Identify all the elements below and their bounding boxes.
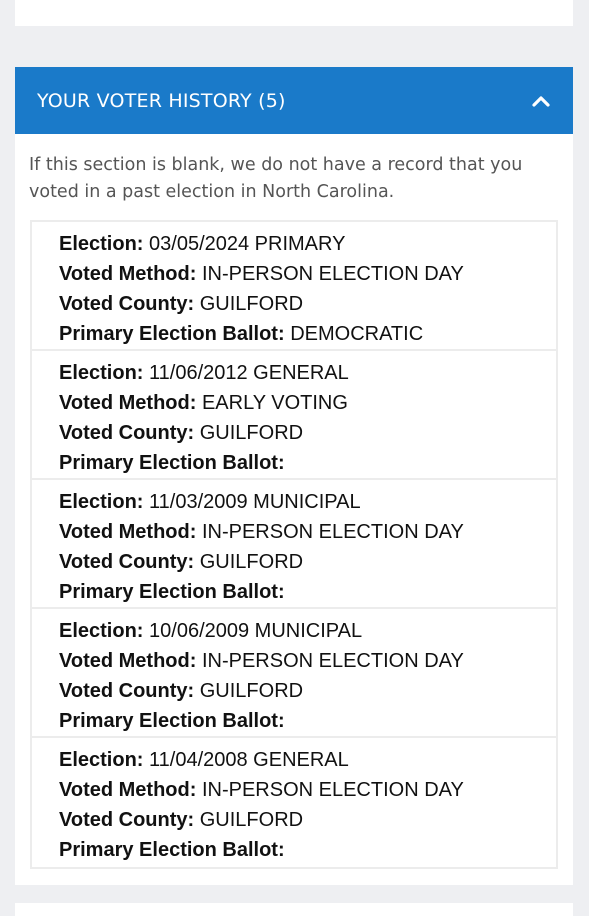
primary-ballot-label: Primary Election Ballot:: [59, 839, 285, 861]
voted-county-label: Voted County:: [59, 809, 195, 831]
history-record: [32, 609, 556, 738]
section-intro-text: If this section is blank, we do not have a record that you voted in a past election in North Carolina.: [29, 155, 523, 202]
history-record: [32, 351, 556, 480]
voted-method-row: [59, 259, 556, 289]
election-label: Election:: [59, 491, 144, 513]
primary-ballot-label: Primary Election Ballot:: [59, 710, 285, 732]
election-label: Election:: [59, 362, 144, 384]
voted-county-value: GUILFORD: [199, 293, 304, 315]
voted-method-value: EARLY VOTING: [201, 392, 348, 414]
election-value: 11/03/2009 MUNICIPAL: [149, 491, 361, 513]
voted-method-row: [59, 646, 556, 676]
primary-ballot-row: [59, 577, 556, 607]
primary-ballot-row: [59, 706, 556, 736]
voted-method-row: [59, 517, 556, 547]
primary-ballot-label: Primary Election Ballot:: [59, 323, 285, 345]
voted-county-label: Voted County:: [59, 551, 195, 573]
voted-county-row: [59, 676, 556, 706]
voted-method-value: IN-PERSON ELECTION DAY: [201, 650, 464, 672]
election-value: 11/06/2012 GENERAL: [149, 362, 349, 384]
history-record: [32, 738, 556, 867]
voted-county-label: Voted County:: [59, 680, 195, 702]
history-record: [32, 480, 556, 609]
voted-county-value: GUILFORD: [199, 680, 304, 702]
primary-ballot-row: [59, 835, 556, 865]
primary-ballot-row: [59, 448, 556, 478]
voted-method-row: [59, 775, 556, 805]
election-value: 03/05/2024 PRIMARY: [149, 233, 346, 255]
voted-method-label: Voted Method:: [59, 779, 197, 801]
section-title: YOUR VOTER HISTORY (5): [37, 89, 286, 112]
election-label: Election:: [59, 749, 144, 771]
voted-method-label: Voted Method:: [59, 392, 197, 414]
history-record: [32, 222, 556, 351]
voted-county-row: [59, 289, 556, 319]
voted-county-value: GUILFORD: [199, 809, 304, 831]
voted-county-value: GUILFORD: [199, 422, 304, 444]
voter-history-section: [15, 67, 573, 885]
voted-method-value: IN-PERSON ELECTION DAY: [201, 263, 464, 285]
voted-method-row: [59, 388, 556, 418]
election-row: [59, 616, 556, 646]
election-row: [59, 229, 556, 259]
voted-county-row: [59, 805, 556, 835]
election-label: Election:: [59, 233, 144, 255]
election-row: [59, 487, 556, 517]
election-label: Election:: [59, 620, 144, 642]
voter-history-list: [30, 220, 558, 869]
previous-section-card: [15, 0, 573, 26]
election-value: 11/04/2008 GENERAL: [149, 749, 349, 771]
voted-method-label: Voted Method:: [59, 650, 197, 672]
voted-county-row: [59, 418, 556, 448]
next-section-card: [15, 903, 573, 916]
voter-history-header[interactable]: [15, 67, 573, 134]
voted-method-value: IN-PERSON ELECTION DAY: [201, 521, 464, 543]
election-value: 10/06/2009 MUNICIPAL: [149, 620, 363, 642]
voted-county-label: Voted County:: [59, 422, 195, 444]
primary-ballot-row: [59, 319, 556, 349]
voted-county-label: Voted County:: [59, 293, 195, 315]
chevron-up-icon[interactable]: [531, 91, 551, 111]
voted-method-label: Voted Method:: [59, 521, 197, 543]
voted-method-value: IN-PERSON ELECTION DAY: [201, 779, 464, 801]
primary-ballot-label: Primary Election Ballot:: [59, 581, 285, 603]
election-row: [59, 745, 556, 775]
primary-ballot-label: Primary Election Ballot:: [59, 452, 285, 474]
voted-county-row: [59, 547, 556, 577]
voted-method-label: Voted Method:: [59, 263, 197, 285]
voted-county-value: GUILFORD: [199, 551, 304, 573]
election-row: [59, 358, 556, 388]
primary-ballot-value: DEMOCRATIC: [290, 323, 424, 345]
